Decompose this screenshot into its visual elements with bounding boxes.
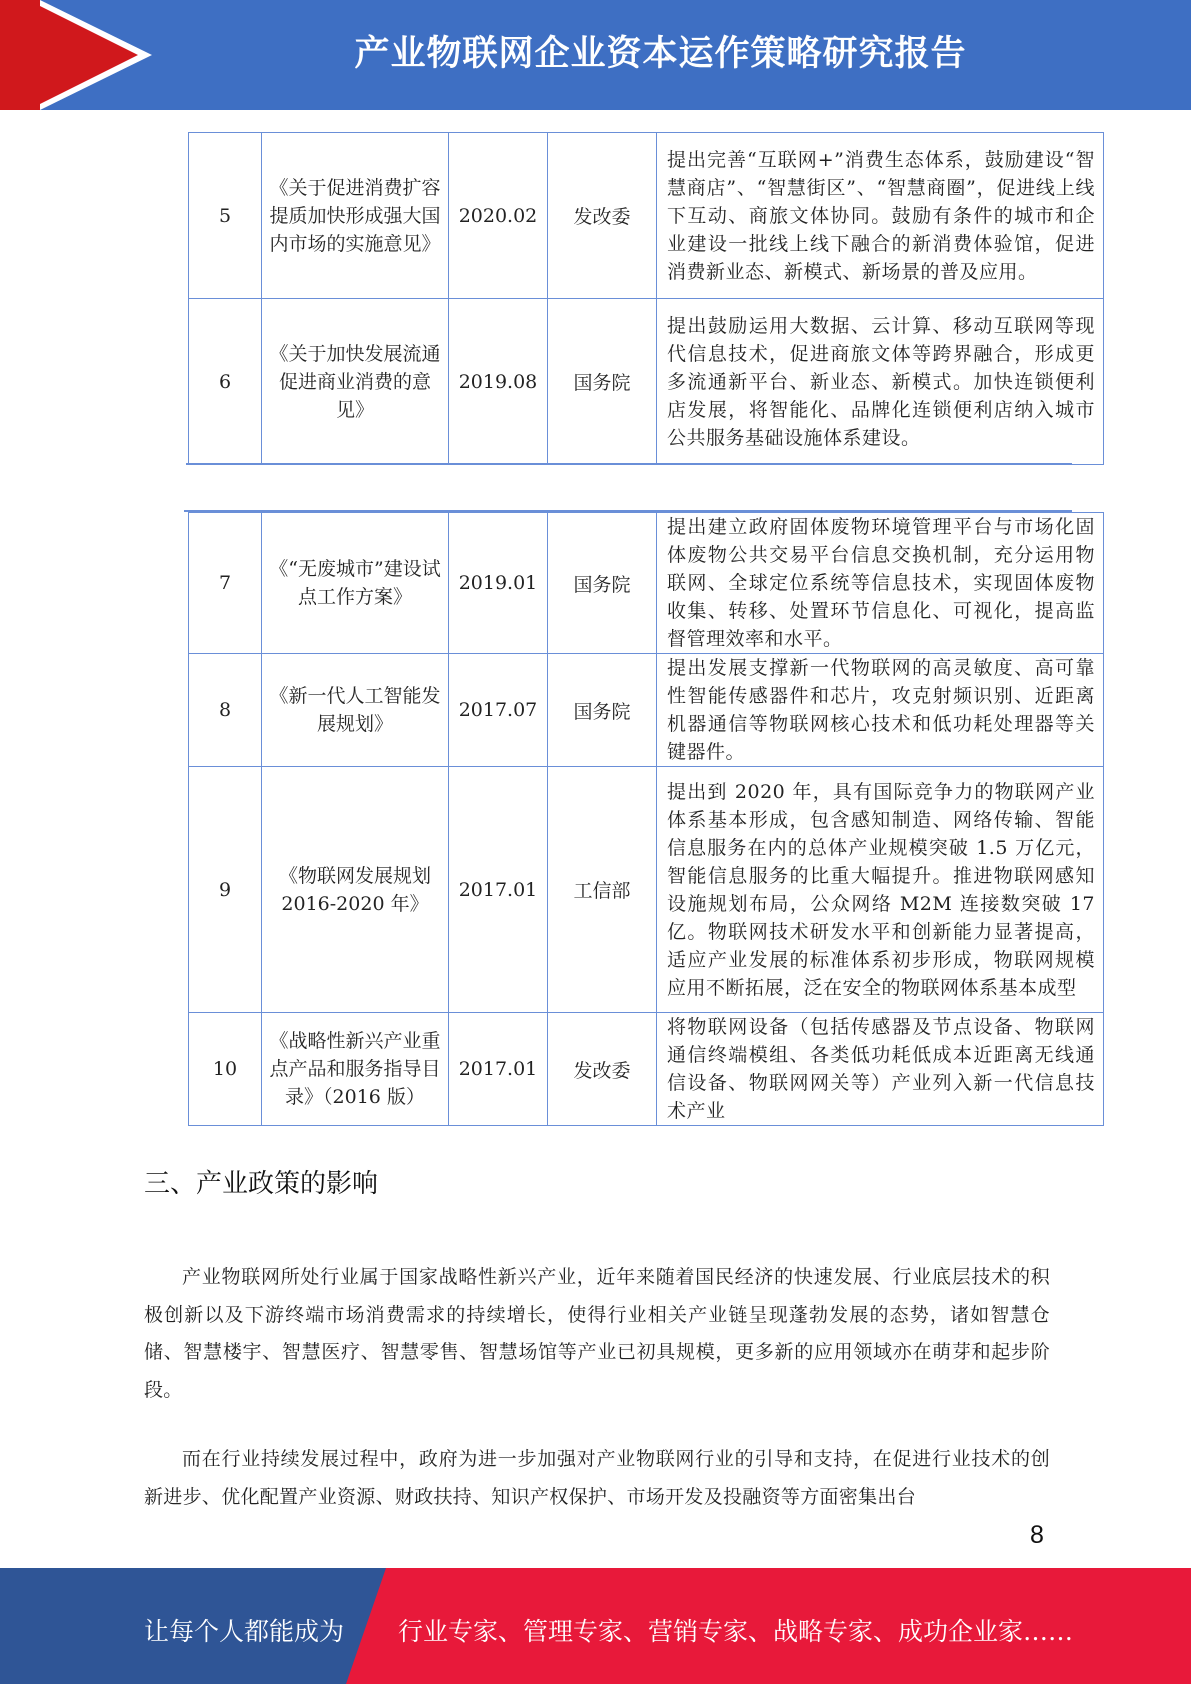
row-number: 10	[189, 1013, 262, 1126]
table-row	[189, 513, 1104, 654]
issue-date: 2020.02	[449, 133, 548, 299]
issuing-department: 国务院	[548, 299, 657, 465]
policy-description: 提出完善“互联网+”消费生态体系，鼓励建设“智慧商店”、“智慧街区”、“智慧商圈”，促进线上线下互动、商旅文体协同。鼓励有条件的城市和企业建设一批线上线下融合的新消费体验馆，促进消费新业态、新模式、新场景的普及应用。	[657, 133, 1104, 299]
policy-name: 《“无废城市”建设试点工作方案》	[262, 513, 449, 654]
policy-description: 提出建立政府固体废物环境管理平台与市场化固体废物公共交易平台信息交换机制，充分运用物联网、全球定位系统等信息技术，实现固体废物收集、转移、处置环节信息化、可视化，提高监督管理效率和水平。	[657, 513, 1104, 654]
body-paragraph: 而在行业持续发展过程中，政府为进一步加强对产业物联网行业的引导和支持，在促进行业技术的创新进步、优化配置产业资源、财政扶持、知识产权保护、市场开发及投融资等方面密集出台	[144, 1448, 1050, 1508]
issue-date: 2019.01	[449, 513, 548, 654]
issuing-department: 发改委	[548, 133, 657, 299]
row-number: 9	[189, 767, 262, 1013]
policy-name: 《新一代人工智能发展规划》	[262, 654, 449, 767]
footer-blue-slant	[346, 1568, 386, 1684]
table-bottom-rule	[186, 463, 1072, 465]
issue-date: 2019.08	[449, 299, 548, 465]
policy-name: 《物联网发展规划 2016-2020 年》	[262, 767, 449, 1013]
report-title: 产业物联网企业资本运作策略研究报告	[354, 34, 967, 74]
row-number: 5	[189, 133, 262, 299]
page-number: 8	[1030, 1521, 1044, 1549]
policy-table-part-1	[188, 132, 1104, 465]
policy-name: 《战略性新兴产业重点产品和服务指导目录》（2016 版）	[262, 1013, 449, 1126]
issue-date: 2017.01	[449, 767, 548, 1013]
row-number: 8	[189, 654, 262, 767]
section-heading: 三、产业政策的影响	[144, 1168, 379, 1198]
policy-name: 《关于促进消费扩容提质加快形成强大国内市场的实施意见》	[262, 133, 449, 299]
row-number: 6	[189, 299, 262, 465]
policy-table-part-2	[188, 512, 1104, 1126]
footer-slogan-left: 让每个人都能成为	[144, 1617, 345, 1646]
issue-date: 2017.07	[449, 654, 548, 767]
page-footer	[0, 1568, 1191, 1684]
table-row	[189, 299, 1104, 465]
issuing-department: 发改委	[548, 1013, 657, 1126]
table-row	[189, 767, 1104, 1013]
body-paragraph: 产业物联网所处行业属于国家战略性新兴产业，近年来随着国民经济的快速发展、行业底层技术的积极创新以及下游终端市场消费需求的持续增长，使得行业相关产业链呈现蓬勃发展的态势，诸如智慧仓储、智慧楼宇、智慧医疗、智慧零售、智慧场馆等产业已初具规模，更多新的应用领域亦在萌芽和起步阶段。	[144, 1266, 1050, 1401]
header-red-block	[0, 0, 40, 110]
table-row	[189, 1013, 1104, 1126]
footer-slogan-right: 行业专家、管理专家、营销专家、战略专家、成功企业家……	[398, 1617, 1074, 1646]
policy-description: 提出到 2020 年，具有国际竞争力的物联网产业体系基本形成，包含感知制造、网络传输、智能信息服务在内的总体产业规模突破 1.5 万亿元，智能信息服务的比重大幅提升。推进物联网感知设施规划布局，公众网络 M2M 连接数突破 17 亿。物联网技术研发水平和创新能力显著提高，适应产业发展的标准体系初步形成，物联网规模应用不断拓展，泛在安全的物联网体系基本成型	[657, 767, 1104, 1013]
policy-description: 将物联网设备（包括传感器及节点设备、物联网通信终端模组、各类低功耗低成本近距离无线通信设备、物联网网关等）产业列入新一代信息技术产业	[657, 1013, 1104, 1126]
policy-description: 提出发展支撑新一代物联网的高灵敏度、高可靠性智能传感器件和芯片，攻克射频识别、近距离机器通信等物联网核心技术和低功耗处理器等关键器件。	[657, 654, 1104, 767]
issuing-department: 工信部	[548, 767, 657, 1013]
policy-name: 《关于加快发展流通促进商业消费的意见》	[262, 299, 449, 465]
table-row	[189, 654, 1104, 767]
table-row	[189, 133, 1104, 299]
row-number: 7	[189, 513, 262, 654]
issuing-department: 国务院	[548, 654, 657, 767]
issuing-department: 国务院	[548, 513, 657, 654]
issue-date: 2017.01	[449, 1013, 548, 1126]
page-header	[0, 0, 1191, 110]
header-red-arrow	[40, 6, 138, 104]
policy-description: 提出鼓励运用大数据、云计算、移动互联网等现代信息技术，促进商旅文体等跨界融合，形成更多流通新平台、新业态、新模式。加快连锁便利店发展，将智能化、品牌化连锁便利店纳入城市公共服务基础设施体系建设。	[657, 299, 1104, 465]
